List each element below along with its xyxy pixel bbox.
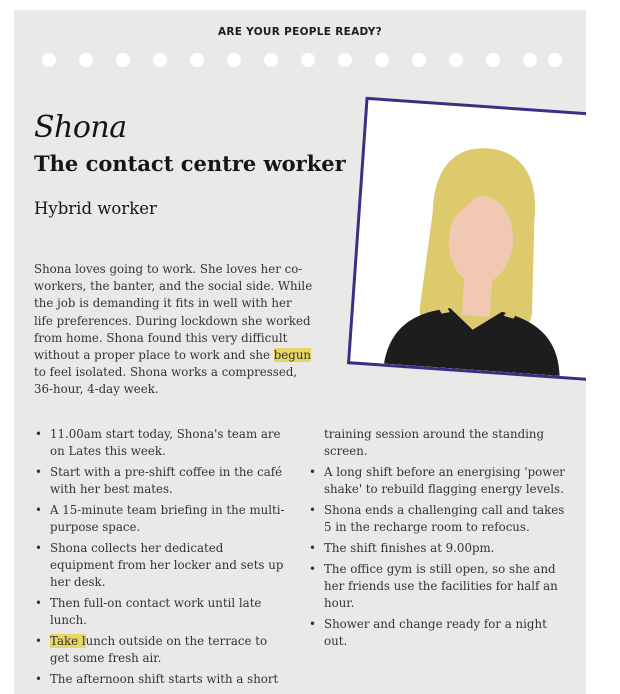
list-item-text: Shona collects her dedicated equipment from her locker and sets up her desk. (50, 541, 284, 590)
page-subtitle: Hybrid worker (34, 199, 157, 218)
bullet: • (35, 596, 42, 611)
list-item-text: The afternoon shift starts with a short (50, 672, 279, 687)
list-item (308, 540, 573, 557)
binder-hole (264, 53, 278, 67)
bullet: • (35, 672, 42, 687)
bullet: • (309, 541, 316, 555)
list-item-text: Shower and change ready for a night out. (324, 617, 547, 649)
bullet: • (35, 503, 42, 517)
bullet: • (309, 561, 316, 576)
binder-hole (523, 53, 537, 67)
binder-hole (227, 53, 241, 67)
intro-text-end: to feel isolated. Shona works a compressed, 36-hour, 4-day week. (34, 365, 298, 397)
binder-hole (301, 53, 315, 67)
intro-paragraph (34, 261, 314, 399)
binder-hole (412, 53, 426, 67)
list-item-text: Start with a pre-shift coffee in the café with her best mates. (50, 465, 283, 497)
binder-hole (338, 53, 352, 67)
list-item (308, 561, 573, 613)
list-item-text: The shift finishes at 9.00pm. (324, 541, 495, 555)
list-item (308, 502, 573, 536)
binder-hole (79, 53, 93, 67)
list-item-text: training session around the standing screen. (324, 427, 545, 459)
intro-highlight: begun (273, 348, 312, 363)
bullet: • (35, 427, 42, 441)
schedule-column-1 (34, 426, 289, 692)
list-item-text: 11.00am start today, Shona's team are on Lates this week. (50, 427, 281, 459)
page-header: ARE YOUR PEOPLE READY? (217, 26, 383, 38)
bullet: • (35, 465, 42, 479)
portrait-frame (347, 97, 586, 382)
intro-text: Shona loves going to work. She loves her co-workers, the banter, and the social side. While the job is demanding it fits in well with her life preferences. During lockdown she worked from home. Shona found this very difficult without a proper place to work and she (34, 262, 313, 363)
schedule-column-2 (308, 426, 573, 654)
binder-hole (449, 53, 463, 67)
bullet: • (35, 634, 42, 649)
list-item (34, 633, 289, 667)
signature-name: Shona (34, 110, 127, 145)
binder-hole (42, 53, 56, 67)
list-item-highlight: Take l (50, 634, 86, 649)
list-item (34, 671, 289, 688)
list-item (308, 464, 573, 498)
list-item (34, 502, 289, 536)
binder-hole (153, 53, 167, 67)
list-item-text: unch outside on the terrace to get some fresh air. (50, 634, 268, 666)
bullet: • (309, 503, 316, 517)
list-item-text: Then full-on contact work until late lunch. (50, 596, 262, 628)
portrait-illustration (350, 100, 586, 378)
list-item-text: The office gym is still open, so she and her friends use the facilities for half an hour. (324, 561, 558, 611)
list-item-text: A 15-minute team briefing in the multi-purpose space. (50, 503, 285, 535)
bullet: • (35, 541, 42, 555)
page-title: The contact centre worker (34, 151, 346, 176)
binder-hole (116, 53, 130, 67)
binder-holes (42, 53, 562, 69)
list-item (308, 616, 573, 650)
bullet: • (309, 617, 316, 631)
binder-hole (486, 53, 500, 67)
binder-hole (375, 53, 389, 67)
binder-hole (548, 53, 562, 67)
list-item (34, 426, 289, 460)
document-page (14, 10, 586, 694)
list-item (34, 595, 289, 629)
list-item-text: Shona ends a challenging call and takes 5 in the recharge room to refocus. (324, 503, 565, 535)
list-item-continuation (308, 426, 573, 460)
list-item (34, 540, 289, 592)
list-item-text: A long shift before an energising 'power shake' to rebuild flagging energy levels. (324, 465, 565, 497)
list-item (34, 464, 289, 498)
bullet: • (309, 465, 316, 479)
binder-hole (190, 53, 204, 67)
